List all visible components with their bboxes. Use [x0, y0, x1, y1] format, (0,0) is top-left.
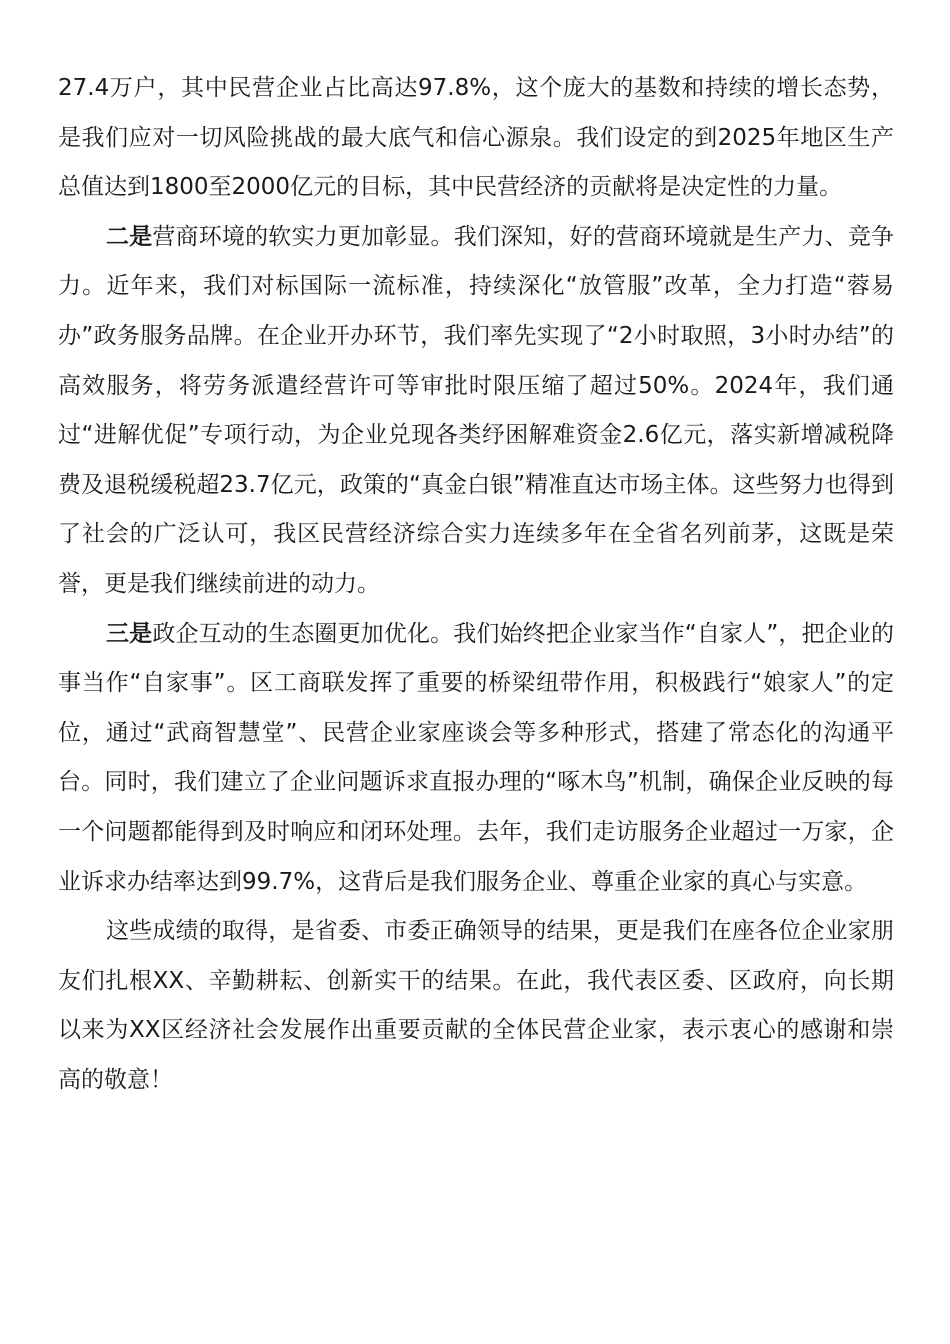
paragraph-2-text: 营商环境的软实力更加彰显。我们深知，好的营商环境就是生产力、竞争力。近年来，我们对标国际一流标准，持续深化“放管服”改革，全力打造“蓉易办”政务服务品牌。在企业开办环节，我们率先实现了“2小时取照，3小时办结”的高效服务，将劳务派遣经营许可等审批时限压缩了超过50%。2024年，我们通过“进解优促”专项行动，为企业兑现各类纾困解难资金2.6亿元，落实新增减税降费及退税缓税超23.7亿元，政策的“真金白银”精准直达市场主体。这些努力也得到了社会的广泛认可，我区民营经济综合实力连续多年在全省名列前茅，这既是荣誉，更是我们继续前进的动力。: [58, 223, 895, 597]
document-page: [58, 64, 894, 1105]
paragraph-2: [58, 213, 894, 610]
paragraph-1-text: 27.4万户，其中民营企业占比高达97.8%，这个庞大的基数和持续的增长态势，是我们应对一切风险挑战的最大底气和信心源泉。我们设定的到2025年地区生产总值达到1800至2000亿元的目标，其中民营经济的贡献将是决定性的力量。: [58, 75, 894, 201]
paragraph-3-text: 政企互动的生态圈更加优化。我们始终把企业家当作“自家人”，把企业的事当作“自家事”。区工商联发挥了重要的桥梁纽带作用，积极践行“娘家人”的定位，通过“武商智慧堂”、民营企业家座谈会等多种形式，搭建了常态化的沟通平台。同时，我们建立了企业问题诉求直报办理的“啄木鸟”机制，确保企业反映的每一个问题都能得到及时响应和闭环处理。去年，我们走访服务企业超过一万家，企业诉求办结率达到99.7%，这背后是我们服务企业、尊重企业家的真心与实意。: [58, 620, 894, 895]
paragraph-3: [58, 610, 894, 908]
paragraph-4-text: 这些成绩的取得，是省委、市委正确领导的结果，更是我们在座各位企业家朋友们扎根XX、辛勤耕耘、创新实干的结果。在此，我代表区委、区政府，向长期以来为XX区经济社会发展作出重要贡献的全体民营企业家，表示衷心的感谢和崇高的敬意！: [58, 918, 894, 1093]
paragraph-4: [58, 907, 894, 1105]
paragraph-2-lead: 二是: [106, 223, 153, 250]
paragraph-1: [58, 64, 894, 213]
paragraph-3-lead: 三是: [106, 620, 153, 647]
